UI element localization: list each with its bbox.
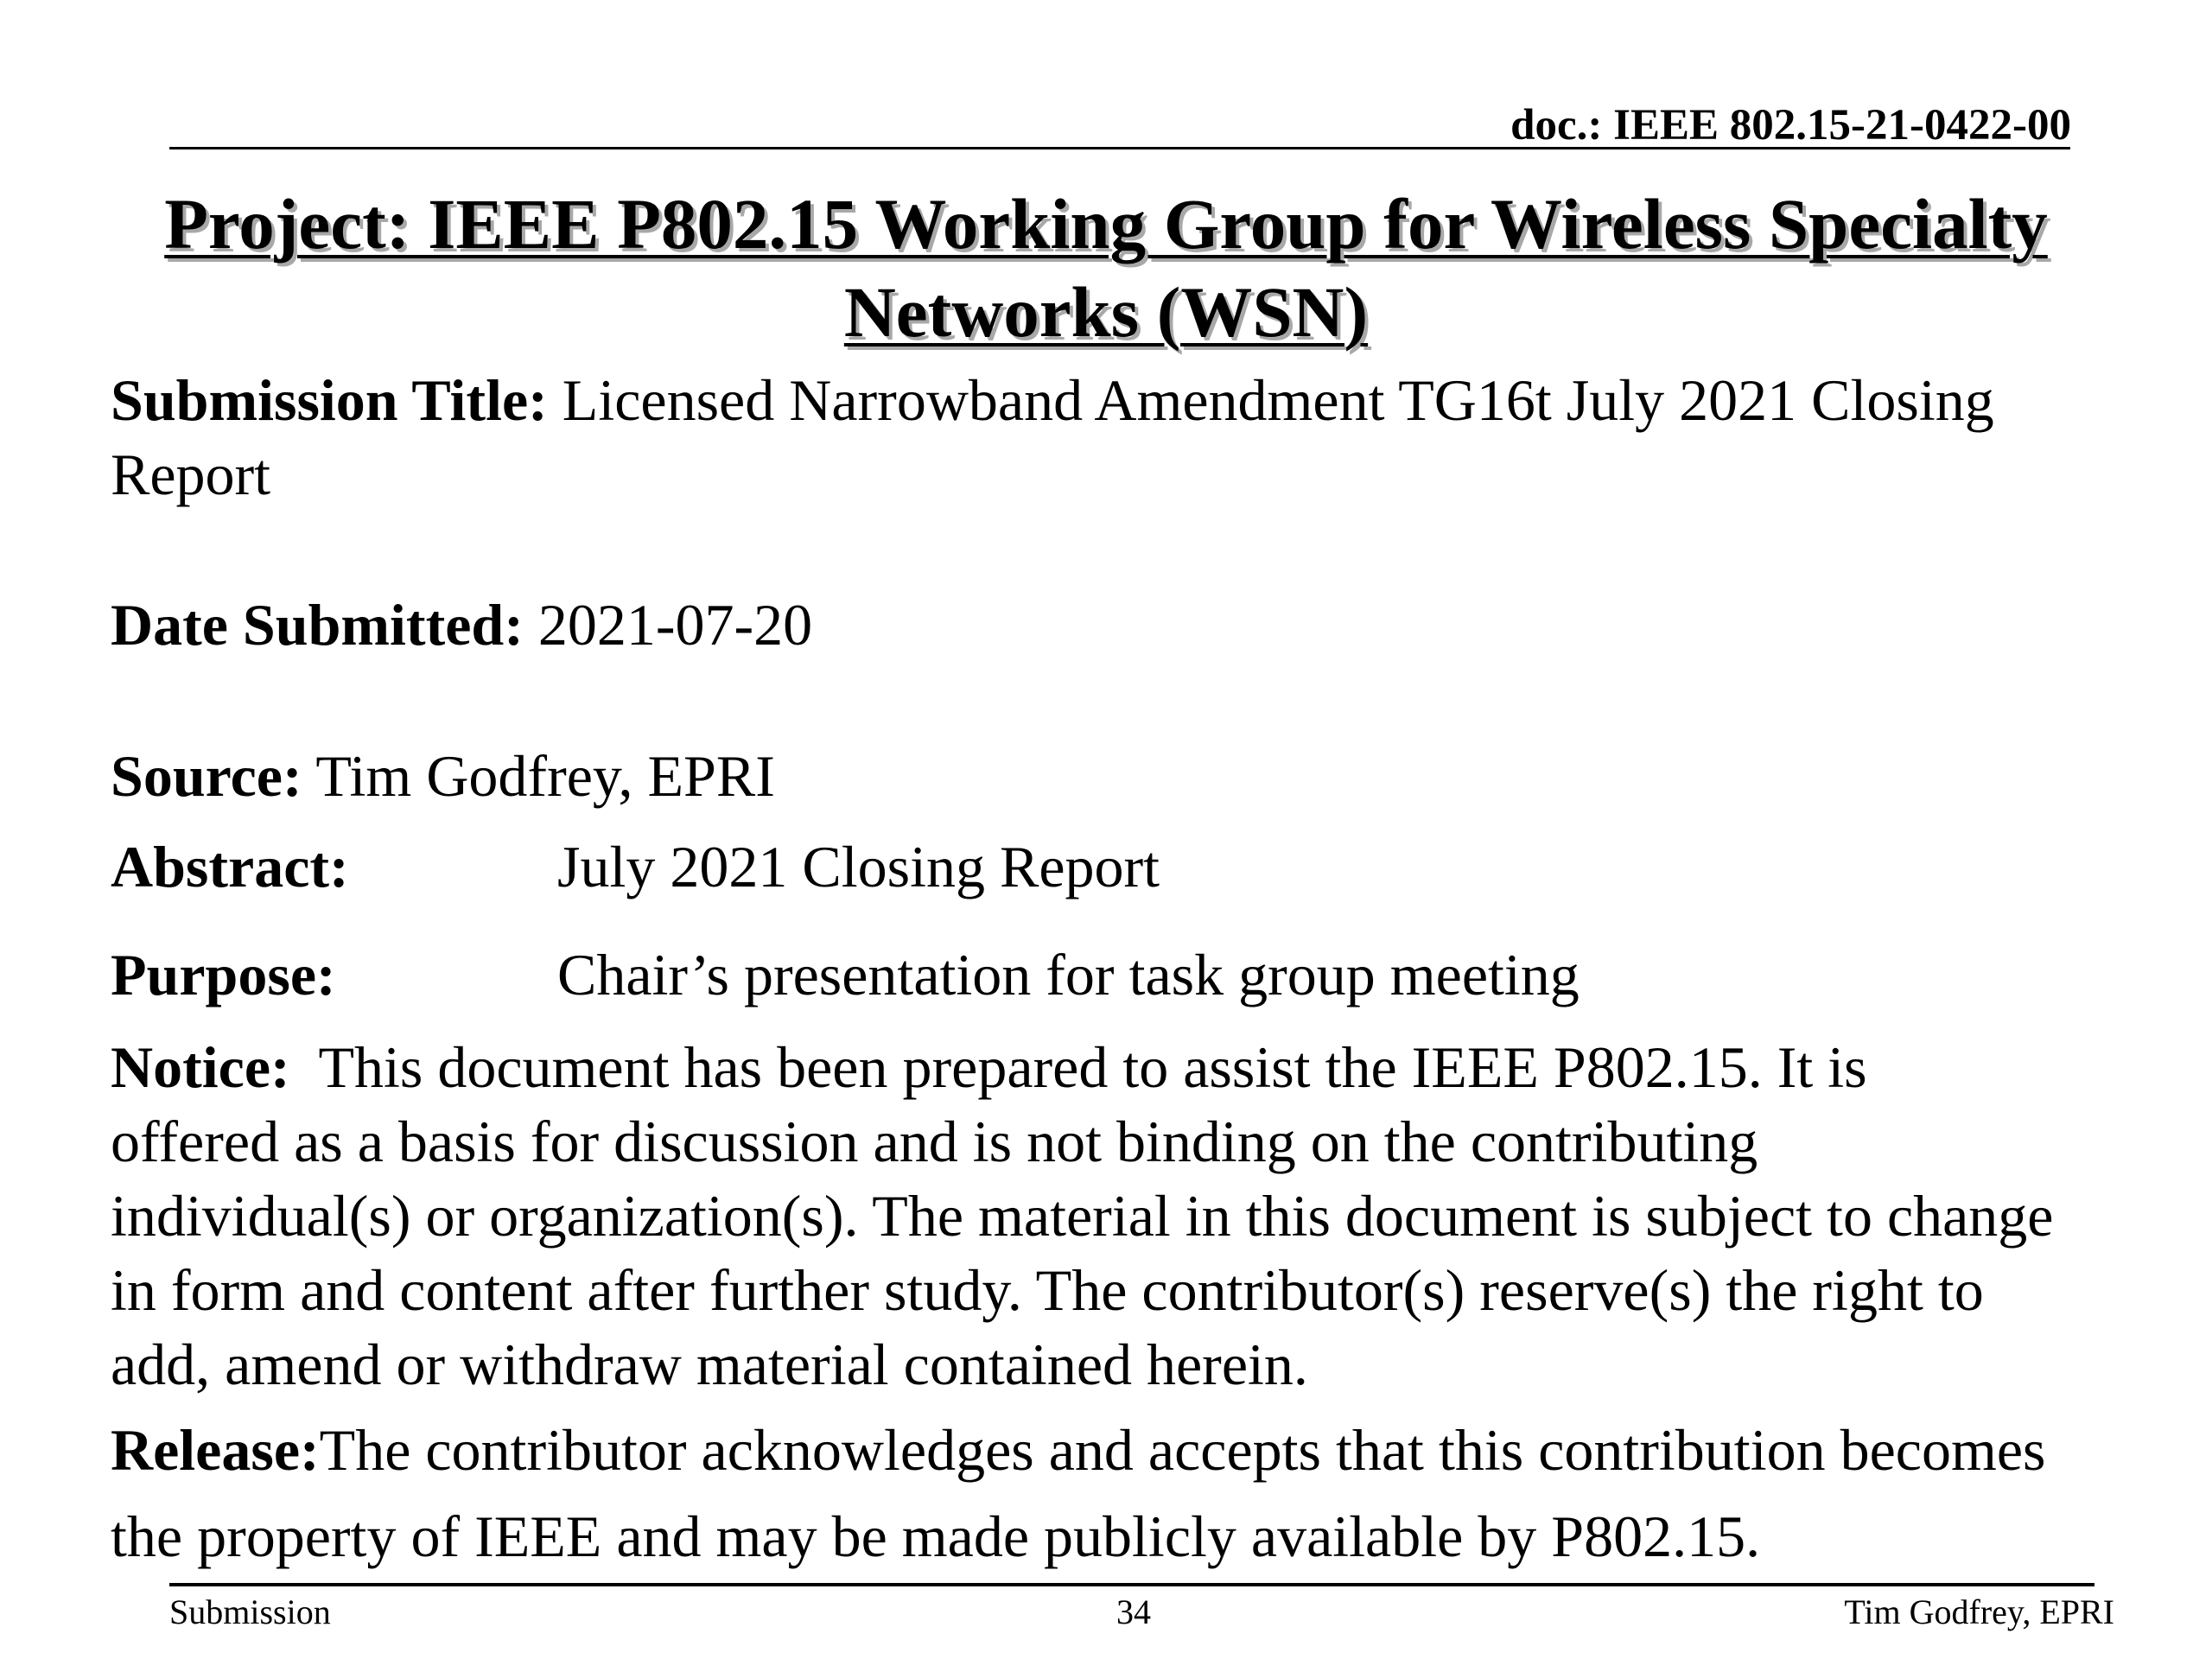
- page-number: 34: [1116, 1592, 1151, 1631]
- notice-line-1: This document has been prepared to assist the IEEE P802.15. It is: [318, 1034, 1867, 1100]
- footer-submission: Submission: [169, 1592, 331, 1631]
- release-label: Release:: [111, 1417, 320, 1483]
- footer-author: Tim Godfrey, EPRI: [1844, 1592, 2114, 1631]
- header-rule: [169, 147, 2070, 149]
- submission-title-field: [111, 363, 2184, 512]
- release-line-1: The contributor acknowledges and accepts that this contribution becomes: [319, 1417, 2046, 1483]
- submission-title-label: Submission Title:: [111, 367, 548, 433]
- notice-line-5: add, amend or withdraw material contained herein.: [111, 1332, 1308, 1397]
- submission-title-value-cont: Report: [111, 442, 271, 507]
- footer-rule: [169, 1583, 2094, 1586]
- abstract-value: July 2021 Closing Report: [557, 834, 1160, 899]
- notice-label: Notice:: [111, 1034, 290, 1100]
- date-submitted-field: [111, 588, 2184, 662]
- purpose-field: [111, 938, 1580, 1012]
- abstract-label: Abstract:: [111, 834, 349, 899]
- document-id: doc.: IEEE 802.15-21-0422-00: [1510, 101, 2071, 149]
- notice-line-4: in form and content after further study. The contributor(s) reserve(s) the right to: [111, 1257, 1984, 1323]
- project-title-line-2: Networks (WSN): [843, 272, 1369, 352]
- release-field: [111, 1407, 2184, 1580]
- notice-line-2: offered as a basis for discussion and is not binding on the contributing: [111, 1109, 1758, 1174]
- project-title-line-1: Project: IEEE P802.15 Working Group for Wireless Specialty: [164, 184, 2048, 264]
- purpose-value: Chair’s presentation for task group meeting: [557, 942, 1580, 1007]
- source-value: Tim Godfrey, EPRI: [315, 743, 775, 809]
- project-title: [130, 180, 2082, 356]
- abstract-field: [111, 830, 1160, 904]
- notice-field: [111, 1030, 2184, 1402]
- source-field: [111, 739, 2184, 813]
- purpose-label: Purpose:: [111, 942, 336, 1007]
- source-label: Source:: [111, 743, 302, 809]
- release-line-2: the property of IEEE and may be made publicly available by P802.15.: [111, 1503, 1761, 1569]
- notice-line-3: individual(s) or organization(s). The material in this document is subject to change: [111, 1183, 2054, 1249]
- submission-title-value: Licensed Narrowband Amendment TG16t July 2021 Closing: [562, 367, 1994, 433]
- date-submitted-value: 2021-07-20: [537, 592, 813, 658]
- date-submitted-label: Date Submitted:: [111, 592, 524, 658]
